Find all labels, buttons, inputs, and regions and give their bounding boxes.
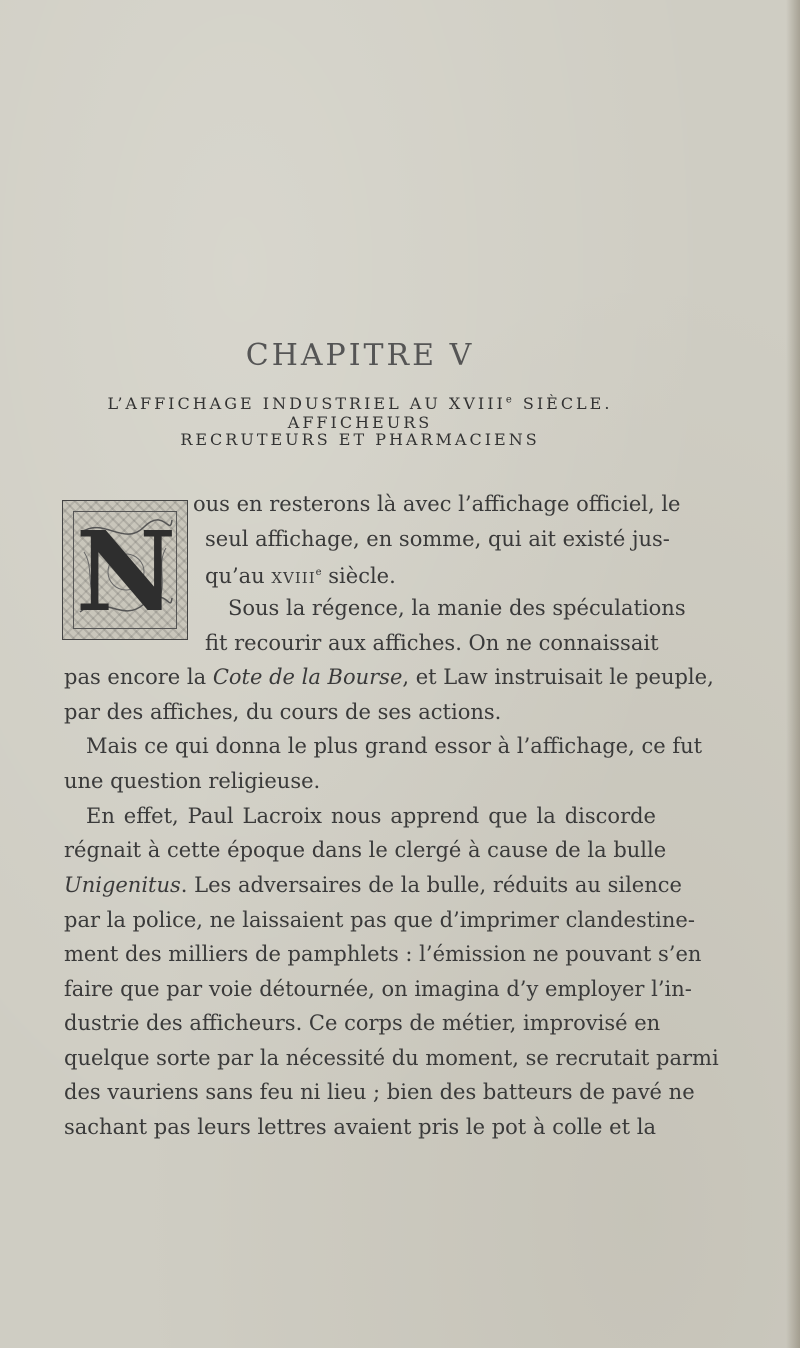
- subtitle-superscript: e: [505, 394, 515, 406]
- chapter-title: CHAPITRE V: [245, 338, 475, 374]
- ornamental-initial-frame: [73, 507, 177, 636]
- text-line: [205, 559, 656, 590]
- text-line: fit recourir aux affiches. On ne connaissait: [205, 631, 659, 655]
- text-span: qu’au: [205, 564, 272, 588]
- text-line: ous en resterons là avec l’affichage officiel, le: [193, 492, 681, 516]
- text-line: [64, 871, 682, 899]
- chapter-subtitle-line-1: [60, 394, 660, 432]
- page-edge-shadow: [786, 0, 800, 1348]
- text-span: . Les adversaires de la bulle, réduits au silence: [180, 873, 682, 897]
- text-line: quelque sorte par la nécessité du moment, se recrutait parmi: [64, 1046, 719, 1070]
- text-line: dustrie des afficheurs. Ce corps de métier, improvisé en: [64, 1011, 661, 1035]
- text-line: sachant pas leurs lettres avaient pris le pot à colle et la: [64, 1115, 656, 1139]
- superscript-text: e: [315, 567, 322, 578]
- italic-text: Cote de la Bourse: [212, 665, 403, 689]
- text-line: Sous la régence, la manie des spéculations: [228, 596, 686, 620]
- text-line: par des affiches, du cours de ses actions.: [64, 700, 502, 724]
- text-span: , et Law instruisait le peuple,: [402, 665, 714, 689]
- text-line: faire que par voie détournée, on imagina d’y employer l’in-: [64, 977, 692, 1001]
- text-line: par la police, ne laissaient pas que d’imprimer clandestine-: [64, 908, 695, 932]
- text-line: En effet, Paul Lacroix nous apprend que la discorde: [86, 804, 656, 828]
- text-line: seul affichage, en somme, qui ait existé jus-: [205, 527, 670, 551]
- chapter-subtitle-line-2: RECRUTEURS ET PHARMACIENS: [180, 430, 540, 449]
- small-caps-text: xviii: [271, 564, 316, 588]
- italic-text: Unigenitus: [64, 873, 181, 897]
- dropcap-letter: N: [75, 507, 177, 636]
- text-line: [64, 663, 714, 691]
- ornamental-initial-icon: [62, 500, 188, 640]
- text-line: des vauriens sans feu ni lieu ; bien des batteurs de pavé ne: [64, 1080, 695, 1104]
- subtitle-text-end: SIÈCLE. AFFICHEURS: [287, 394, 613, 432]
- text-line: ment des milliers de pamphlets : l’émission ne pouvant s’en: [64, 942, 702, 966]
- subtitle-text: L’AFFICHAGE INDUSTRIEL AU XVIII: [107, 394, 506, 413]
- text-line: une question religieuse.: [64, 769, 321, 793]
- text-span: pas encore la: [64, 665, 213, 689]
- text-span: siècle.: [321, 564, 396, 588]
- text-line: Mais ce qui donna le plus grand essor à l’affichage, ce fut: [86, 734, 703, 758]
- text-line: régnait à cette époque dans le clergé à cause de la bulle: [64, 838, 667, 862]
